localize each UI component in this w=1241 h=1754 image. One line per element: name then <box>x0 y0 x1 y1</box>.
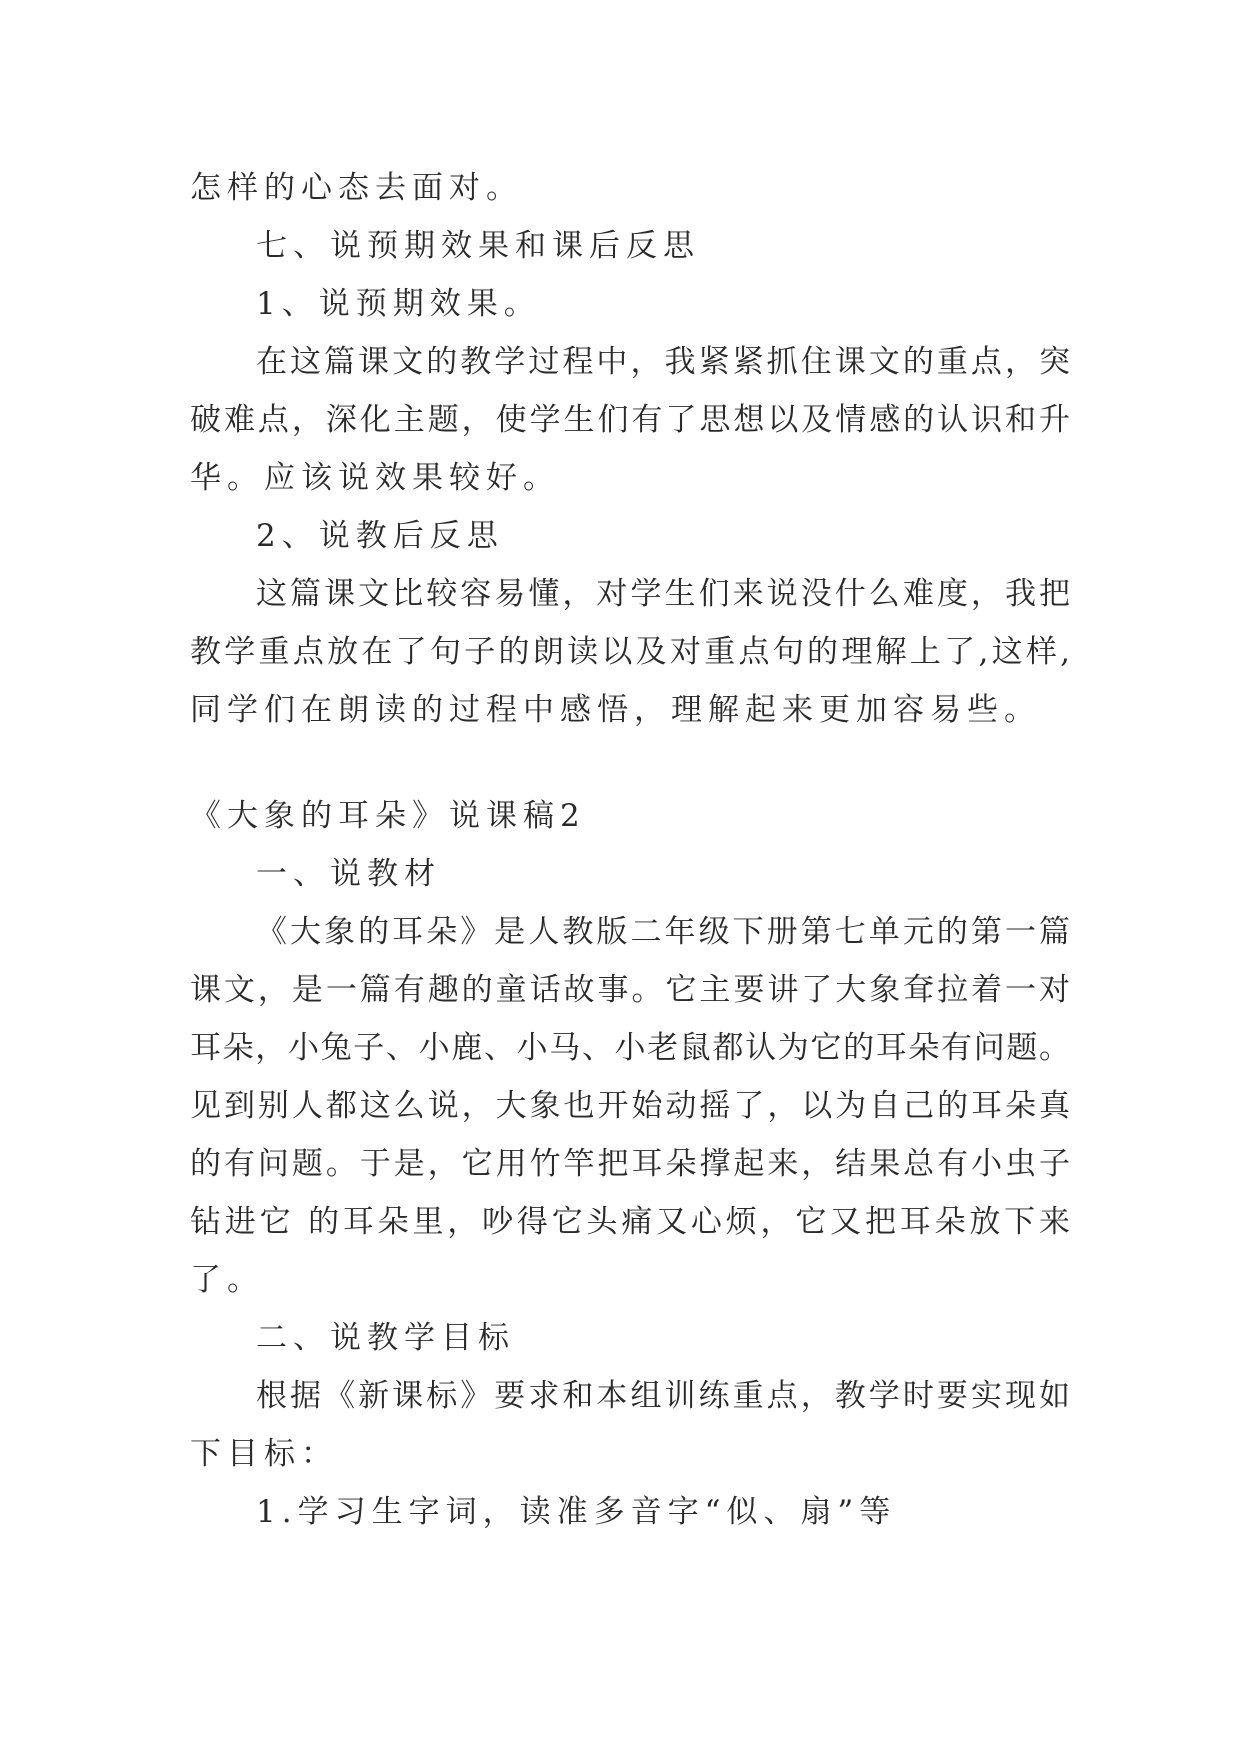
document-title: 《大象的耳朵》说课稿2 <box>190 798 586 834</box>
paragraph-line: 同学们在朗读的过程中感悟，理解起来更加容易些。 <box>190 692 1041 728</box>
paragraph-line: 教学重点放在了句子的朗读以及对重点句的理解上了,这样, <box>190 634 1070 670</box>
paragraph-line: 的有问题。于是，它用竹竿把耳朵撑起来，结果总有小虫子 <box>190 1146 1070 1182</box>
paragraph-line: 破难点，深化主题，使学生们有了思想以及情感的认识和升 <box>190 402 1070 438</box>
section-heading-7: 七、说预期效果和课后反思 <box>256 228 700 264</box>
subheading-expected-effect: 1、说预期效果。 <box>256 286 541 322</box>
list-item-1: 1.学习生字词，读准多音字“似、扇”等 <box>256 1494 897 1530</box>
paragraph-line: 根据《新课标》要求和本组训练重点，教学时要实现如 <box>256 1378 1070 1414</box>
paragraph-line: 这篇课文比较容易懂，对学生们来说没什么难度，我把 <box>256 576 1070 612</box>
paragraph-line: 耳朵，小兔子、小鹿、小马、小老鼠都认为它的耳朵有问题。 <box>190 1030 1070 1066</box>
paragraph-line: 下目标： <box>190 1436 338 1472</box>
paragraph-line: 在这篇课文的教学过程中，我紧紧抓住课文的重点，突 <box>256 344 1070 380</box>
paragraph-line: 《大象的耳朵》是人教版二年级下册第七单元的第一篇 <box>256 914 1070 950</box>
subheading-reflection: 2、说教后反思 <box>256 518 504 554</box>
section-heading-2: 二、说教学目标 <box>256 1320 515 1356</box>
paragraph-line: 钻进它 的耳朵里，吵得它头痛又心烦，它又把耳朵放下来 <box>190 1204 1070 1240</box>
paragraph-line: 华。应该说效果较好。 <box>190 460 560 496</box>
paragraph-line: 见到别人都这么说，大象也开始动摇了，以为自己的耳朵真 <box>190 1088 1070 1124</box>
section-heading-1: 一、说教材 <box>256 856 441 892</box>
paragraph-line: 课文，是一篇有趣的童话故事。它主要讲了大象耷拉着一对 <box>190 972 1070 1008</box>
paragraph-line: 了。 <box>190 1262 264 1298</box>
paragraph-line: 怎样的心态去面对。 <box>190 170 523 206</box>
